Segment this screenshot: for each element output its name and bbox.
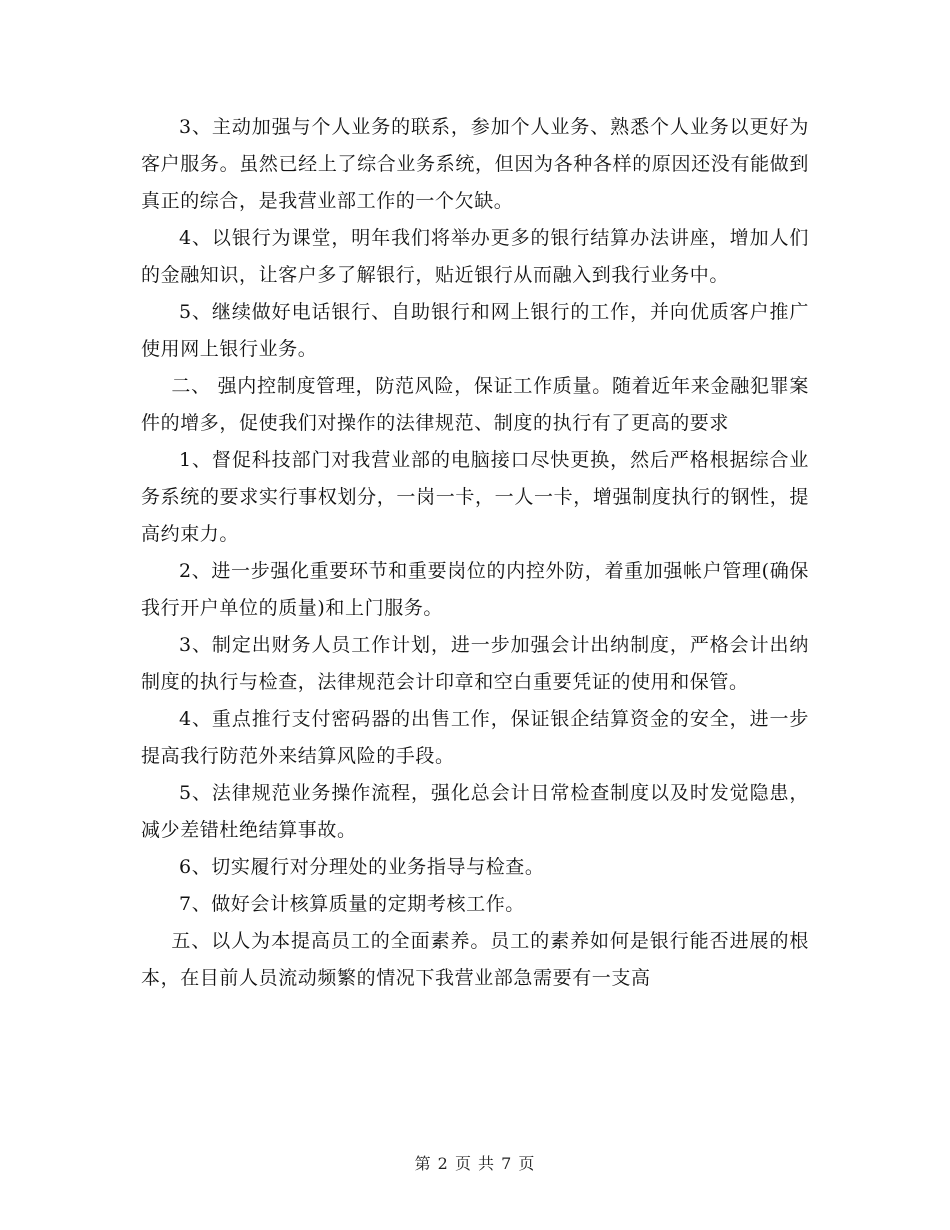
paragraph-10: 6、切实履行对分理处的业务指导与检查。 [179, 856, 545, 878]
paragraph-5: 1、督促科技部门对我营业部的电脑接口尽快更换，然后严格根据综合业务系统的要求实行事权划分，一岗一卡，一人一卡，增强制度执行的钢性，提高约束力。 [141, 449, 809, 545]
paragraph-6: 2、进一步强化重要环节和重要岗位的内控外防，着重加强帐户管理(确保我行开户单位的质量)和上门服务。 [141, 560, 809, 619]
section-heading-2: 二、 强内控制度管理，防范风险，保证工作质量。随着近年来金融犯罪案件的增多，促使我们对操作的法律规范、制度的执行有了更高的要求 [141, 375, 809, 434]
document-body [141, 109, 809, 997]
paragraph-3: 5、继续做好电话银行、自助银行和网上银行的工作，并向优质客户推广使用网上银行业务。 [141, 301, 809, 360]
paragraph-9: 5、法律规范业务操作流程，强化总会计日常检查制度以及时发觉隐患，减少差错杜绝结算事故。 [141, 782, 809, 841]
page-number-footer: 第 2 页 共 7 页 [414, 1154, 536, 1173]
paragraph-11: 7、做好会计核算质量的定期考核工作。 [179, 893, 525, 915]
paragraph-1: 3、主动加强与个人业务的联系，参加个人业务、熟悉个人业务以更好为客户服务。虽然已经上了综合业务系统，但因为各种各样的原因还没有能做到真正的综合，是我营业部工作的一个欠缺。 [141, 116, 809, 212]
paragraph-2: 4、以银行为课堂，明年我们将举办更多的银行结算办法讲座，增加人们的金融知识，让客户多了解银行，贴近银行从而融入到我行业务中。 [141, 227, 809, 286]
section-heading-5: 五、以人为本提高员工的全面素养。员工的素养如何是银行能否进展的根本，在目前人员流动频繁的情况下我营业部急需要有一支高 [141, 930, 809, 989]
paragraph-7: 3、制定出财务人员工作计划，进一步加强会计出纳制度，严格会计出纳制度的执行与检查，法律规范会计印章和空白重要凭证的使用和保管。 [141, 634, 809, 693]
paragraph-8: 4、重点推行支付密码器的出售工作，保证银企结算资金的安全，进一步提高我行防范外来结算风险的手段。 [141, 708, 809, 767]
